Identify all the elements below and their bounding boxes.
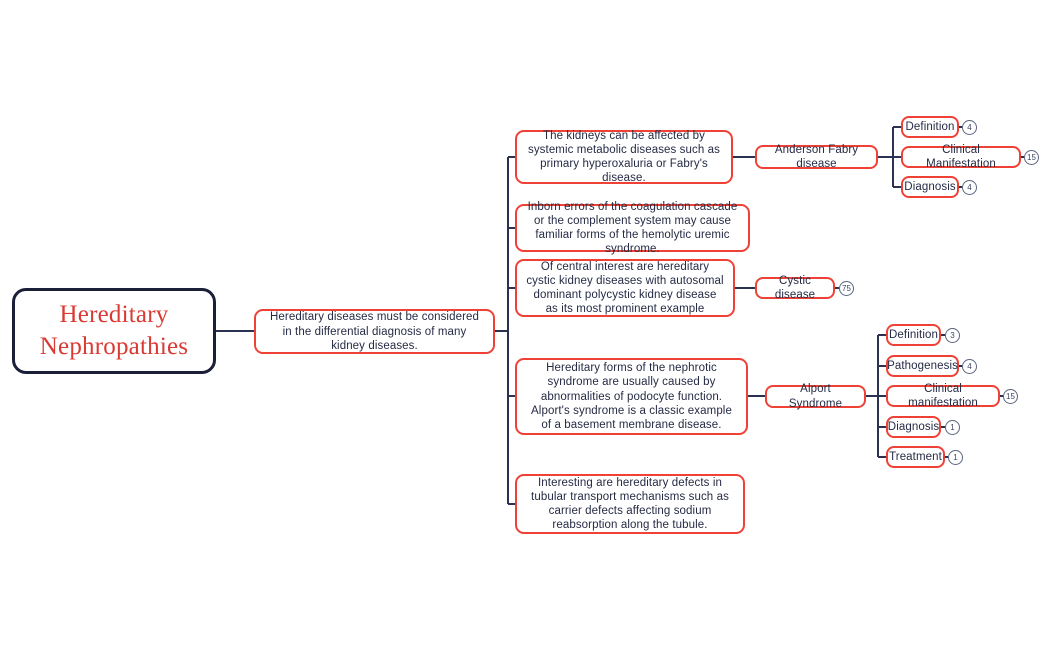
leaf-node-as-definition[interactable]: [886, 324, 941, 346]
leaf-node-label: Treatment: [889, 451, 942, 463]
branch-node-label: The kidneys can be affected by systemic metabolic diseases such as primary hyperoxaluria or Fabry's disease.: [527, 129, 721, 185]
leaf-badge-as-pathogenesis: 4: [962, 359, 977, 374]
branch-node-label: Of central interest are hereditary cystic kidney diseases with autosomal dominant polycystic kidney disease as its most prominent example: [526, 260, 724, 316]
topic-node-label: Cystic disease: [774, 274, 816, 301]
leaf-node-label: Clinical Manifestation: [926, 143, 996, 170]
leaf-badge-afd-clinical-manifestation: 15: [1024, 150, 1039, 165]
branch-node-nephrotic-syndrome[interactable]: [515, 358, 748, 435]
leaf-node-as-pathogenesis[interactable]: [886, 355, 959, 377]
leaf-badge-as-treatment: 1: [948, 450, 963, 465]
leaf-node-label: Pathogenesis: [887, 360, 958, 372]
leaf-node-label: Diagnosis: [887, 421, 940, 433]
branch-node-inborn-errors[interactable]: [515, 200, 750, 256]
root-label-line-2: Nephropathies: [39, 333, 189, 360]
summary-node[interactable]: [254, 309, 495, 354]
branch-node-tubular-transport[interactable]: [515, 474, 745, 534]
leaf-node-as-clinical-manifestation[interactable]: [886, 382, 1000, 409]
leaf-node-label: Clinical manifestation: [908, 382, 978, 409]
topic-node-alport-syndrome[interactable]: [765, 385, 866, 408]
topic-node-anderson-fabry-disease[interactable]: [755, 145, 878, 169]
topic-node-cystic-disease[interactable]: [755, 274, 835, 301]
leaf-badge-afd-definition: 4: [962, 120, 977, 135]
leaf-node-label: Diagnosis: [904, 181, 956, 193]
branch-node-cystic-kidney-diseases[interactable]: [515, 259, 735, 317]
leaf-node-as-treatment[interactable]: [886, 446, 945, 468]
leaf-badge-as-clinical-manifestation: 15: [1003, 389, 1018, 404]
leaf-badge-afd-diagnosis: 4: [962, 180, 977, 195]
leaf-node-afd-diagnosis[interactable]: [901, 176, 959, 198]
leaf-badge-as-definition: 3: [945, 328, 960, 343]
topic-node-label: Anderson Fabry disease: [774, 143, 859, 170]
branch-node-label: Interesting are hereditary defects in tubular transport mechanisms such as carrier defects affecting sodium reabsorption along the tubule.: [531, 476, 729, 532]
root-label-line-1: Hereditary: [59, 301, 169, 328]
branch-node-label: Inborn errors of the coagulation cascade or the complement system may cause familiar forms of the hemolytic uremic syndrome.: [527, 200, 738, 256]
summary-node-label: Hereditary diseases must be considered in the differential diagnosis of many kidney diseases.: [270, 311, 479, 352]
leaf-node-afd-clinical-manifestation[interactable]: [901, 143, 1021, 170]
root-node[interactable]: [12, 288, 216, 374]
topic-badge-cystic-disease: 75: [839, 281, 854, 296]
root-node-label: [40, 299, 188, 363]
leaf-node-label: Definition: [889, 329, 938, 341]
leaf-node-label: Definition: [905, 121, 955, 133]
leaf-badge-as-diagnosis: 1: [945, 420, 960, 435]
leaf-node-as-diagnosis[interactable]: [886, 416, 941, 438]
branch-node-label: Hereditary forms of the nephrotic syndrome are usually caused by abnormalities of podocyte function. Alport's syndrome is a classic example of a basement membrane disease.: [531, 362, 732, 431]
topic-node-label: Alport Syndrome: [788, 383, 843, 410]
leaf-node-afd-definition[interactable]: [901, 116, 959, 138]
branch-node-systemic-metabolic[interactable]: [515, 130, 733, 184]
